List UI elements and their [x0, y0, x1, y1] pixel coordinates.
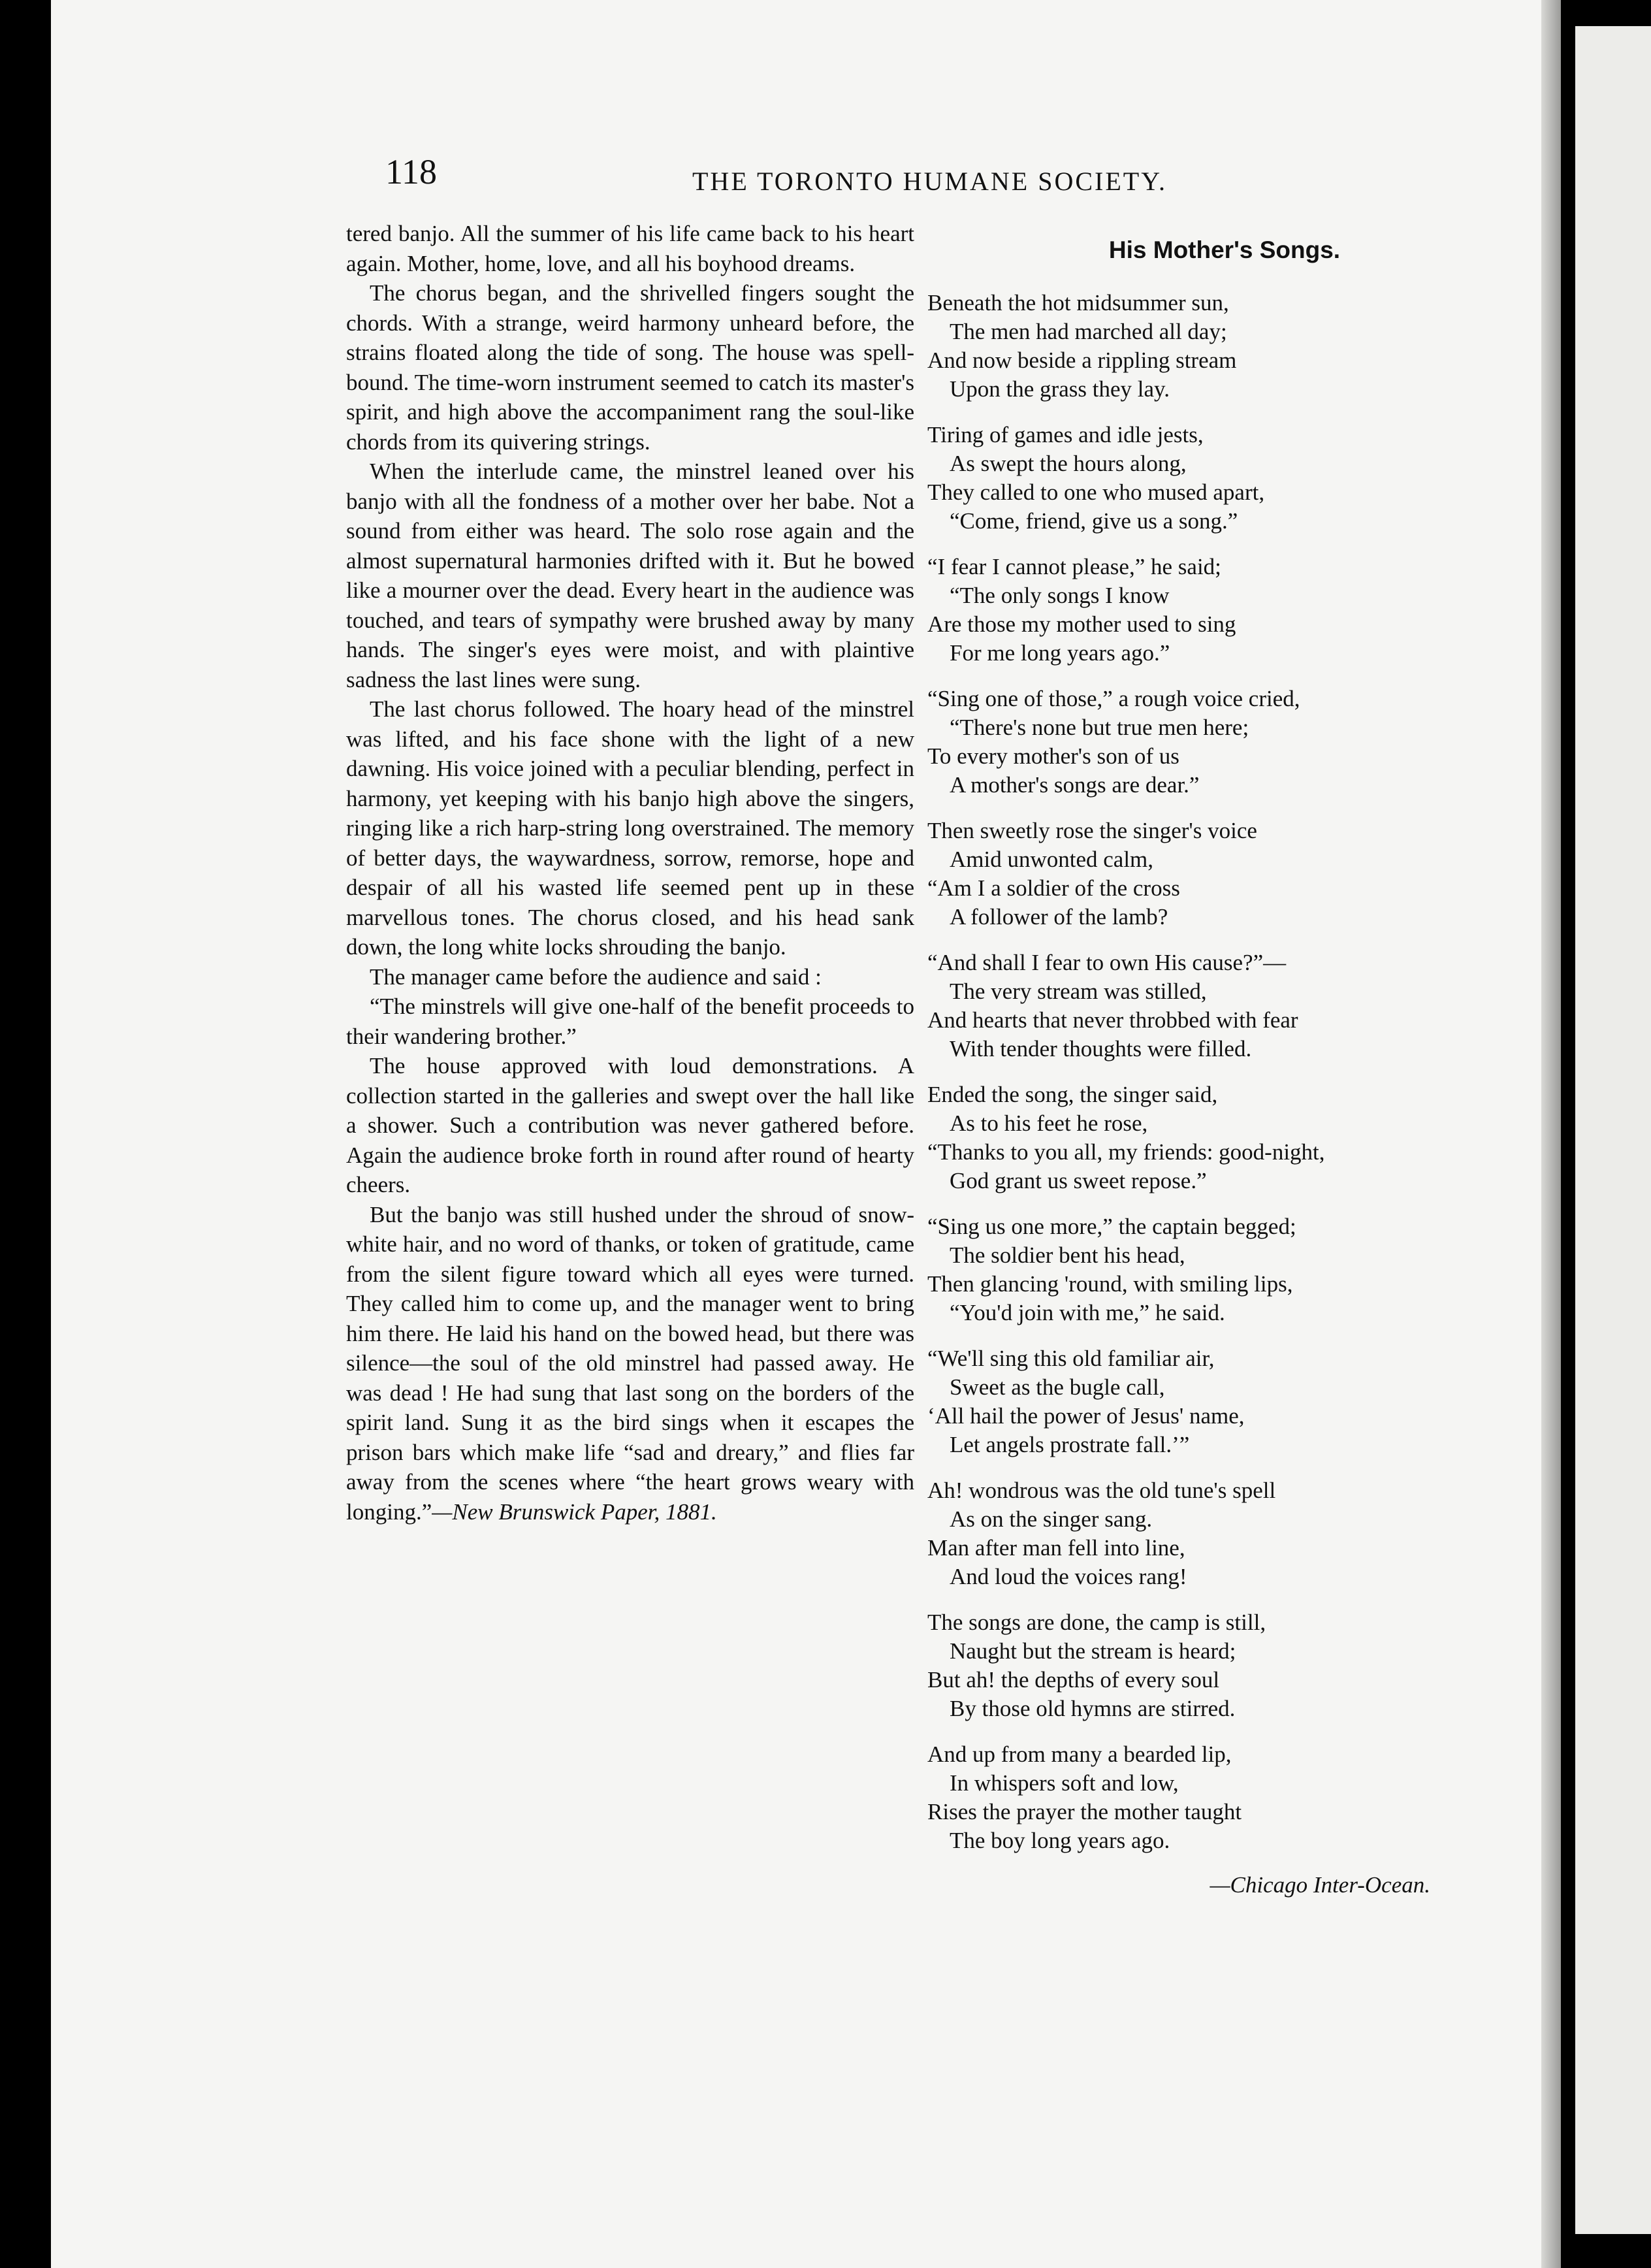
poem-stanza [927, 553, 1469, 668]
paragraph: The last chorus followed. The hoary head of the minstrel was lifted, and his face shone with the light of a new dawning. His voice joined with a peculiar blending, perfect in harmony, yet keeping with his banjo high above the singers, ringing like a rich harp-string long overstrained. The memory of better days, the waywardness, sorrow, remorse, hope and despair of all his wasted life seemed pent up in these marvellous tones. The chorus closed, and his head sank down, the long white locks shrouding the banjo. [346, 696, 914, 960]
poem-stanza [927, 948, 1469, 1063]
poem-line: And up from many a bearded lip, [927, 1742, 1232, 1767]
poem-line: ‘All hail the power of Jesus' name, [927, 1403, 1245, 1429]
poem-line: A follower of the lamb? [950, 904, 1168, 930]
poem-line: Tiring of games and idle jests, [927, 422, 1204, 447]
poem-line: Man after man fell into line, [927, 1535, 1185, 1561]
poem-line: “We'll sing this old familiar air, [927, 1346, 1215, 1371]
poem-stanza [927, 1740, 1469, 1855]
poem-stanza [927, 1344, 1469, 1459]
poem-stanza [927, 421, 1469, 536]
poem-stanza [927, 1476, 1469, 1591]
poem-line: They called to one who mused apart, [927, 479, 1265, 505]
poem-stanzas [927, 289, 1469, 1855]
poem-line: Upon the grass they lay. [950, 376, 1170, 402]
poem-line: Ah! wondrous was the old tune's spell [927, 1478, 1276, 1503]
poem-line: “Sing us one more,” the captain begged; [927, 1214, 1296, 1239]
poem-stanza [927, 1212, 1469, 1327]
poem-line: “And shall I fear to own His cause?”— [927, 950, 1287, 975]
poem-line: And loud the voices rang! [950, 1564, 1187, 1589]
running-head: THE TORONTO HUMANE SOCIETY. [692, 167, 1167, 196]
poem-line: The men had marched all day; [950, 319, 1227, 344]
paragraph-last [346, 1200, 914, 1527]
poem-line: As on the singer sang. [950, 1506, 1153, 1532]
left-column-article [346, 219, 914, 1527]
poem-line: To every mother's son of us [927, 743, 1179, 769]
poem-line: God grant us sweet repose.” [950, 1168, 1207, 1193]
poem-line: Sweet as the bugle call, [950, 1374, 1165, 1400]
poem-line: Are those my mother used to sing [927, 611, 1236, 637]
poem-line: “You'd join with me,” he said. [950, 1300, 1225, 1325]
poem-line: The boy long years ago. [950, 1828, 1170, 1853]
paragraph: “The minstrels will give one-half of the benefit proceeds to their wandering brother.” [346, 994, 914, 1049]
poem-line: “I fear I cannot please,” he said; [927, 554, 1221, 579]
poem-stanza [927, 1608, 1469, 1723]
poem-line: Then sweetly rose the singer's voice [927, 818, 1257, 843]
paragraph-text: But the banjo was still hushed under the shroud of snow-white hair, and no word of thanks, or token of gratitude, came from the silent figure toward which all eyes were turned. They called him to come up, and the manager went to bring him there. He laid his hand on the bowed head, but there was silence—the soul of the old minstrel had passed away. He was dead ! He had sung that last song on the borders of the spirit land. Sung it as the bird sings when it escapes the prison bars which make life “sad and dreary,” and flies far away from the scenes where “the heart grows weary with longing.” [346, 1201, 914, 1525]
poem-line: For me long years ago.” [950, 640, 1170, 666]
poem-line: Then glancing 'round, with smiling lips, [927, 1271, 1293, 1297]
poem-line: “There's none but true men here; [950, 715, 1249, 740]
poem-title: His Mother's Songs. [1108, 236, 1341, 263]
poem-stanza [927, 289, 1469, 404]
paragraph: The manager came before the audience and said : [370, 964, 822, 990]
poem-line: Amid unwonted calm, [950, 847, 1154, 872]
poem-stanza [927, 817, 1469, 932]
poem-line: In whispers soft and low, [950, 1770, 1179, 1796]
poem-line: “Sing one of those,” a rough voice cried, [927, 686, 1300, 711]
poem-line: The songs are done, the camp is still, [927, 1610, 1266, 1635]
page-number: 118 [385, 152, 437, 191]
source-credit: —New Brunswick Paper, 1881. [432, 1498, 717, 1525]
page-header [385, 152, 1300, 204]
poem-line: The very stream was stilled, [950, 979, 1207, 1004]
paragraph: tered banjo. All the summer of his life came back to his heart again. Mother, home, love, and all his boyhood dreams. [346, 221, 914, 276]
poem-line: Beneath the hot midsummer sun, [927, 290, 1229, 316]
poem [927, 236, 1469, 1898]
poem-stanza [927, 685, 1469, 800]
poem-line: A mother's songs are dear.” [950, 772, 1200, 798]
poem-stanza [927, 1080, 1469, 1195]
paragraph: The house approved with loud demonstrations. A collection started in the galleries and swept over the hall like a shower. Such a contribution was never gathered before. Again the audience broke forth in round after round of hearty cheers. [346, 1053, 914, 1197]
poem-line: “Thanks to you all, my friends: good-night, [927, 1139, 1325, 1165]
poem-line: Naught but the stream is heard; [950, 1638, 1236, 1664]
poem-line: And now beside a rippling stream [927, 348, 1237, 373]
poem-line: Rises the prayer the mother taught [927, 1799, 1242, 1824]
poem-line: “Am I a soldier of the cross [927, 875, 1180, 901]
poem-line: As swept the hours along, [950, 451, 1187, 476]
paragraph: The chorus began, and the shrivelled fingers sought the chords. With a strange, weird harmony unheard before, the strains floated along the tide of song. The house was spell-bound. The time-worn instrument seemed to catch its master's spirit, and high above the accompaniment rang the soul-like chords from its quivering strings. [346, 280, 914, 455]
poem-line: And hearts that never throbbed with fear [927, 1007, 1298, 1033]
poem-line: As to his feet he rose, [950, 1110, 1148, 1136]
poem-line: With tender thoughts were filled. [950, 1036, 1252, 1061]
page-edge [1541, 0, 1561, 2268]
poem-credit: —Chicago Inter-Ocean. [1210, 1872, 1430, 1898]
poem-line: “Come, friend, give us a song.” [950, 508, 1238, 534]
poem-line: The soldier bent his head, [950, 1242, 1185, 1268]
poem-line: “The only songs I know [950, 583, 1170, 608]
poem-line: Let angels prostrate fall.’” [950, 1432, 1190, 1457]
adjacent-page-strip [1575, 26, 1651, 2234]
poem-line: Ended the song, the singer said, [927, 1082, 1218, 1107]
poem-line: But ah! the depths of every soul [927, 1667, 1220, 1693]
poem-line: By those old hymns are stirred. [950, 1696, 1236, 1721]
paragraph: When the interlude came, the minstrel leaned over his banjo with all the fondness of a mother over her babe. Not a sound from either was heard. The solo rose again and the almost supernatural harmonies drifted with it. But he bowed like a mourner over the dead. Every heart in the audience was touched, and tears of sympathy were brushed away by many hands. The singer's eyes were moist, and with plaintive sadness the last lines were sung. [346, 459, 914, 692]
